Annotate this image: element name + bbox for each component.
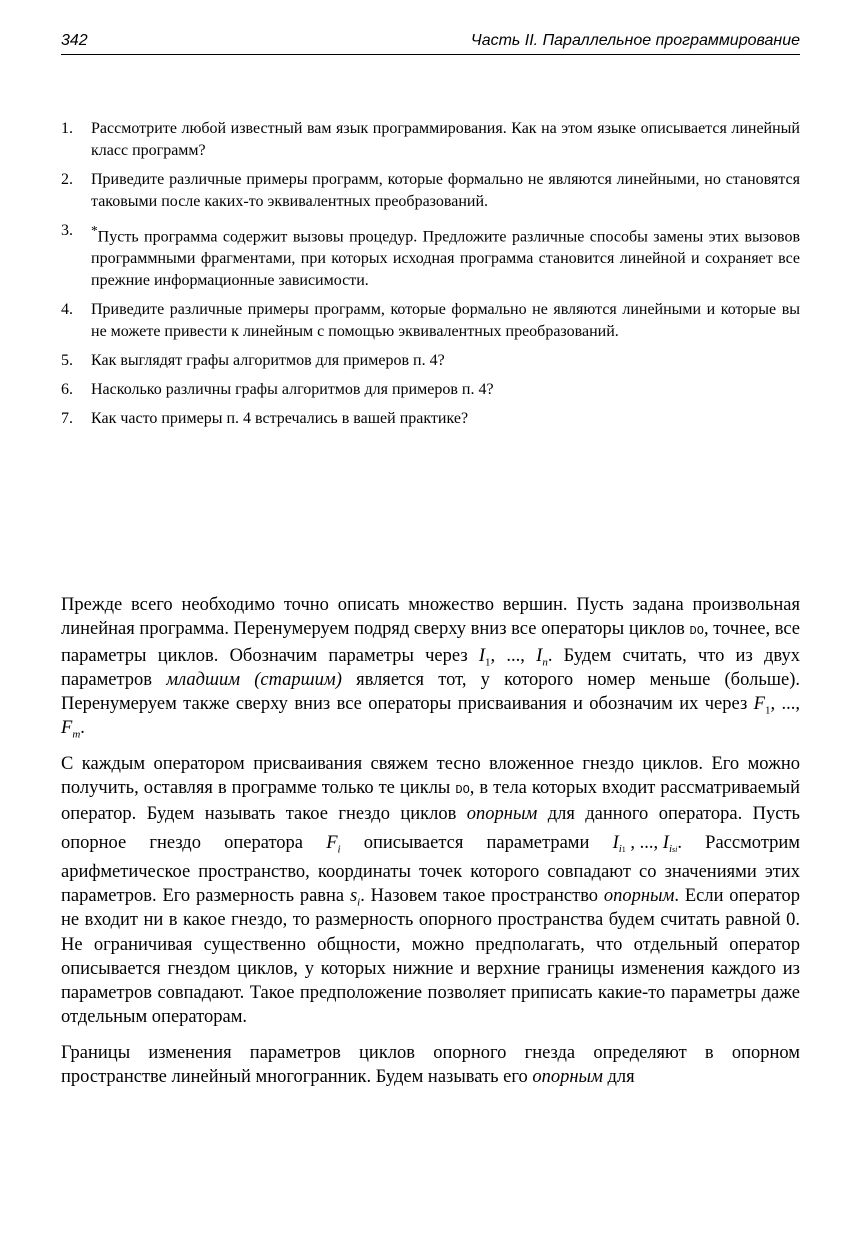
math-var: F	[61, 718, 73, 739]
exercise-text: Приведите различные примеры программ, которые формально не являются линейными, но становятся таковыми после каких-то эквивалентных преобразований.	[91, 171, 800, 210]
math-var: s	[349, 885, 358, 906]
exercise-item	[61, 350, 800, 372]
paragraph: Прежде всего необходимо точно описать множество вершин. Пусть задана произвольная линейная программа. Перенумеруем подряд сверху вниз все операторы циклов DO, точнее, все параметры циклов. Обозначим параметры через $I_1$, ..., $I_n$. Будем считать, что из двух параметров младшим (старшим) является тот, у которого номер меньше (больше). Перенумеруем также сверху вниз все операторы присваивания и обозначим их через $F_1$, ..., $F_m$.	[61, 595, 801, 742]
exercise-text: Приведите различные примеры программ, которые формально не являются линейными и которые вы не можете привести к линейным с помощью эквивалентных преобразований.	[91, 301, 800, 341]
emphasis: опорным	[466, 804, 538, 825]
exercise-number: 7.	[61, 410, 73, 428]
exercise-text: Рассмотрите любой известный вам язык программирования. Как на этом языке описывается линейный класс программ?	[91, 120, 800, 159]
math-var: F	[326, 832, 338, 853]
paragraph: Границы изменения параметров циклов опорного гнезда определяют в опорном пространстве линейный многогранник. Будем называть его опорным для	[61, 1042, 800, 1088]
exercise-number: 1.	[61, 120, 73, 137]
param-list-formula: $I_{i1}$ , ..., $I_{isi}$	[612, 832, 678, 856]
exercise-item	[61, 118, 800, 162]
emphasis: опорным	[532, 1067, 603, 1088]
exercise-item	[61, 169, 800, 213]
exercise-item	[61, 379, 800, 401]
exercise-number: 5.	[61, 352, 73, 370]
math-var: I	[478, 645, 486, 666]
exercise-text: Как часто примеры п. 4 встречались в вашей практике?	[91, 410, 469, 428]
exercise-text: Насколько различны графы алгоритмов для примеров п. 4?	[91, 381, 494, 399]
exercise-item	[61, 408, 800, 430]
exercise-number: 2.	[61, 171, 73, 188]
exercise-item	[61, 299, 800, 343]
exercise-number: 6.	[61, 381, 73, 399]
keyword-do: DO	[689, 624, 704, 639]
exercise-item	[61, 220, 800, 292]
emphasis: опорным	[603, 885, 675, 906]
keyword-do: DO	[455, 783, 470, 798]
exercise-number: 3.	[61, 222, 73, 239]
running-header	[61, 30, 800, 55]
body-text	[61, 593, 800, 1100]
exercise-list	[61, 118, 800, 437]
math-var: I	[536, 645, 543, 666]
math-var: F	[753, 694, 765, 715]
running-title: Часть II. Параллельное программирование	[470, 32, 800, 49]
exercise-number: 4.	[61, 301, 73, 319]
difficulty-star: *	[91, 223, 98, 238]
page-number: 342	[61, 32, 88, 49]
emphasis: младшим (старшим)	[166, 669, 342, 690]
exercise-text: Пусть программа содержит вызовы процедур. Предложите различные способы замены этих вызовов программными фрагментами, при которых исходная программа становится линейной и сохраняет все прежние информационные зависимости.	[91, 228, 800, 290]
exercise-text: Как выглядят графы алгоритмов для примеров п. 4?	[91, 352, 445, 370]
paragraph: С каждым оператором присваивания свяжем тесно вложенное гнездо циклов. Его можно получить, оставляя в программе только те циклы DO, в тела которых входит рассматриваемый оператор. Будем называть такое гнездо циклов опорным для данного оператора. Пусть опорное гнездо оператора $F_i$ описывается параметрами $I_{i1}$ , ..., $I_{isi}$. Рассмотрим арифметическое пространство, координаты точек которого совпадают со значениями этих параметров. Его размерность равна $s_i$. Назовем такое пространство опорным. Если оператор не входит ни в какое гнездо, то размерность опорного пространства будем считать равной 0. Не ограничивая существенно общности, можно предполагать, что отдельный оператор описывается гнездом циклов, у которых нижние и верхние границы изменения каждого из параметров совпадают. Такое предположение позволяет приписать какие-то параметры даже отдельным операторам.	[61, 753, 801, 1028]
